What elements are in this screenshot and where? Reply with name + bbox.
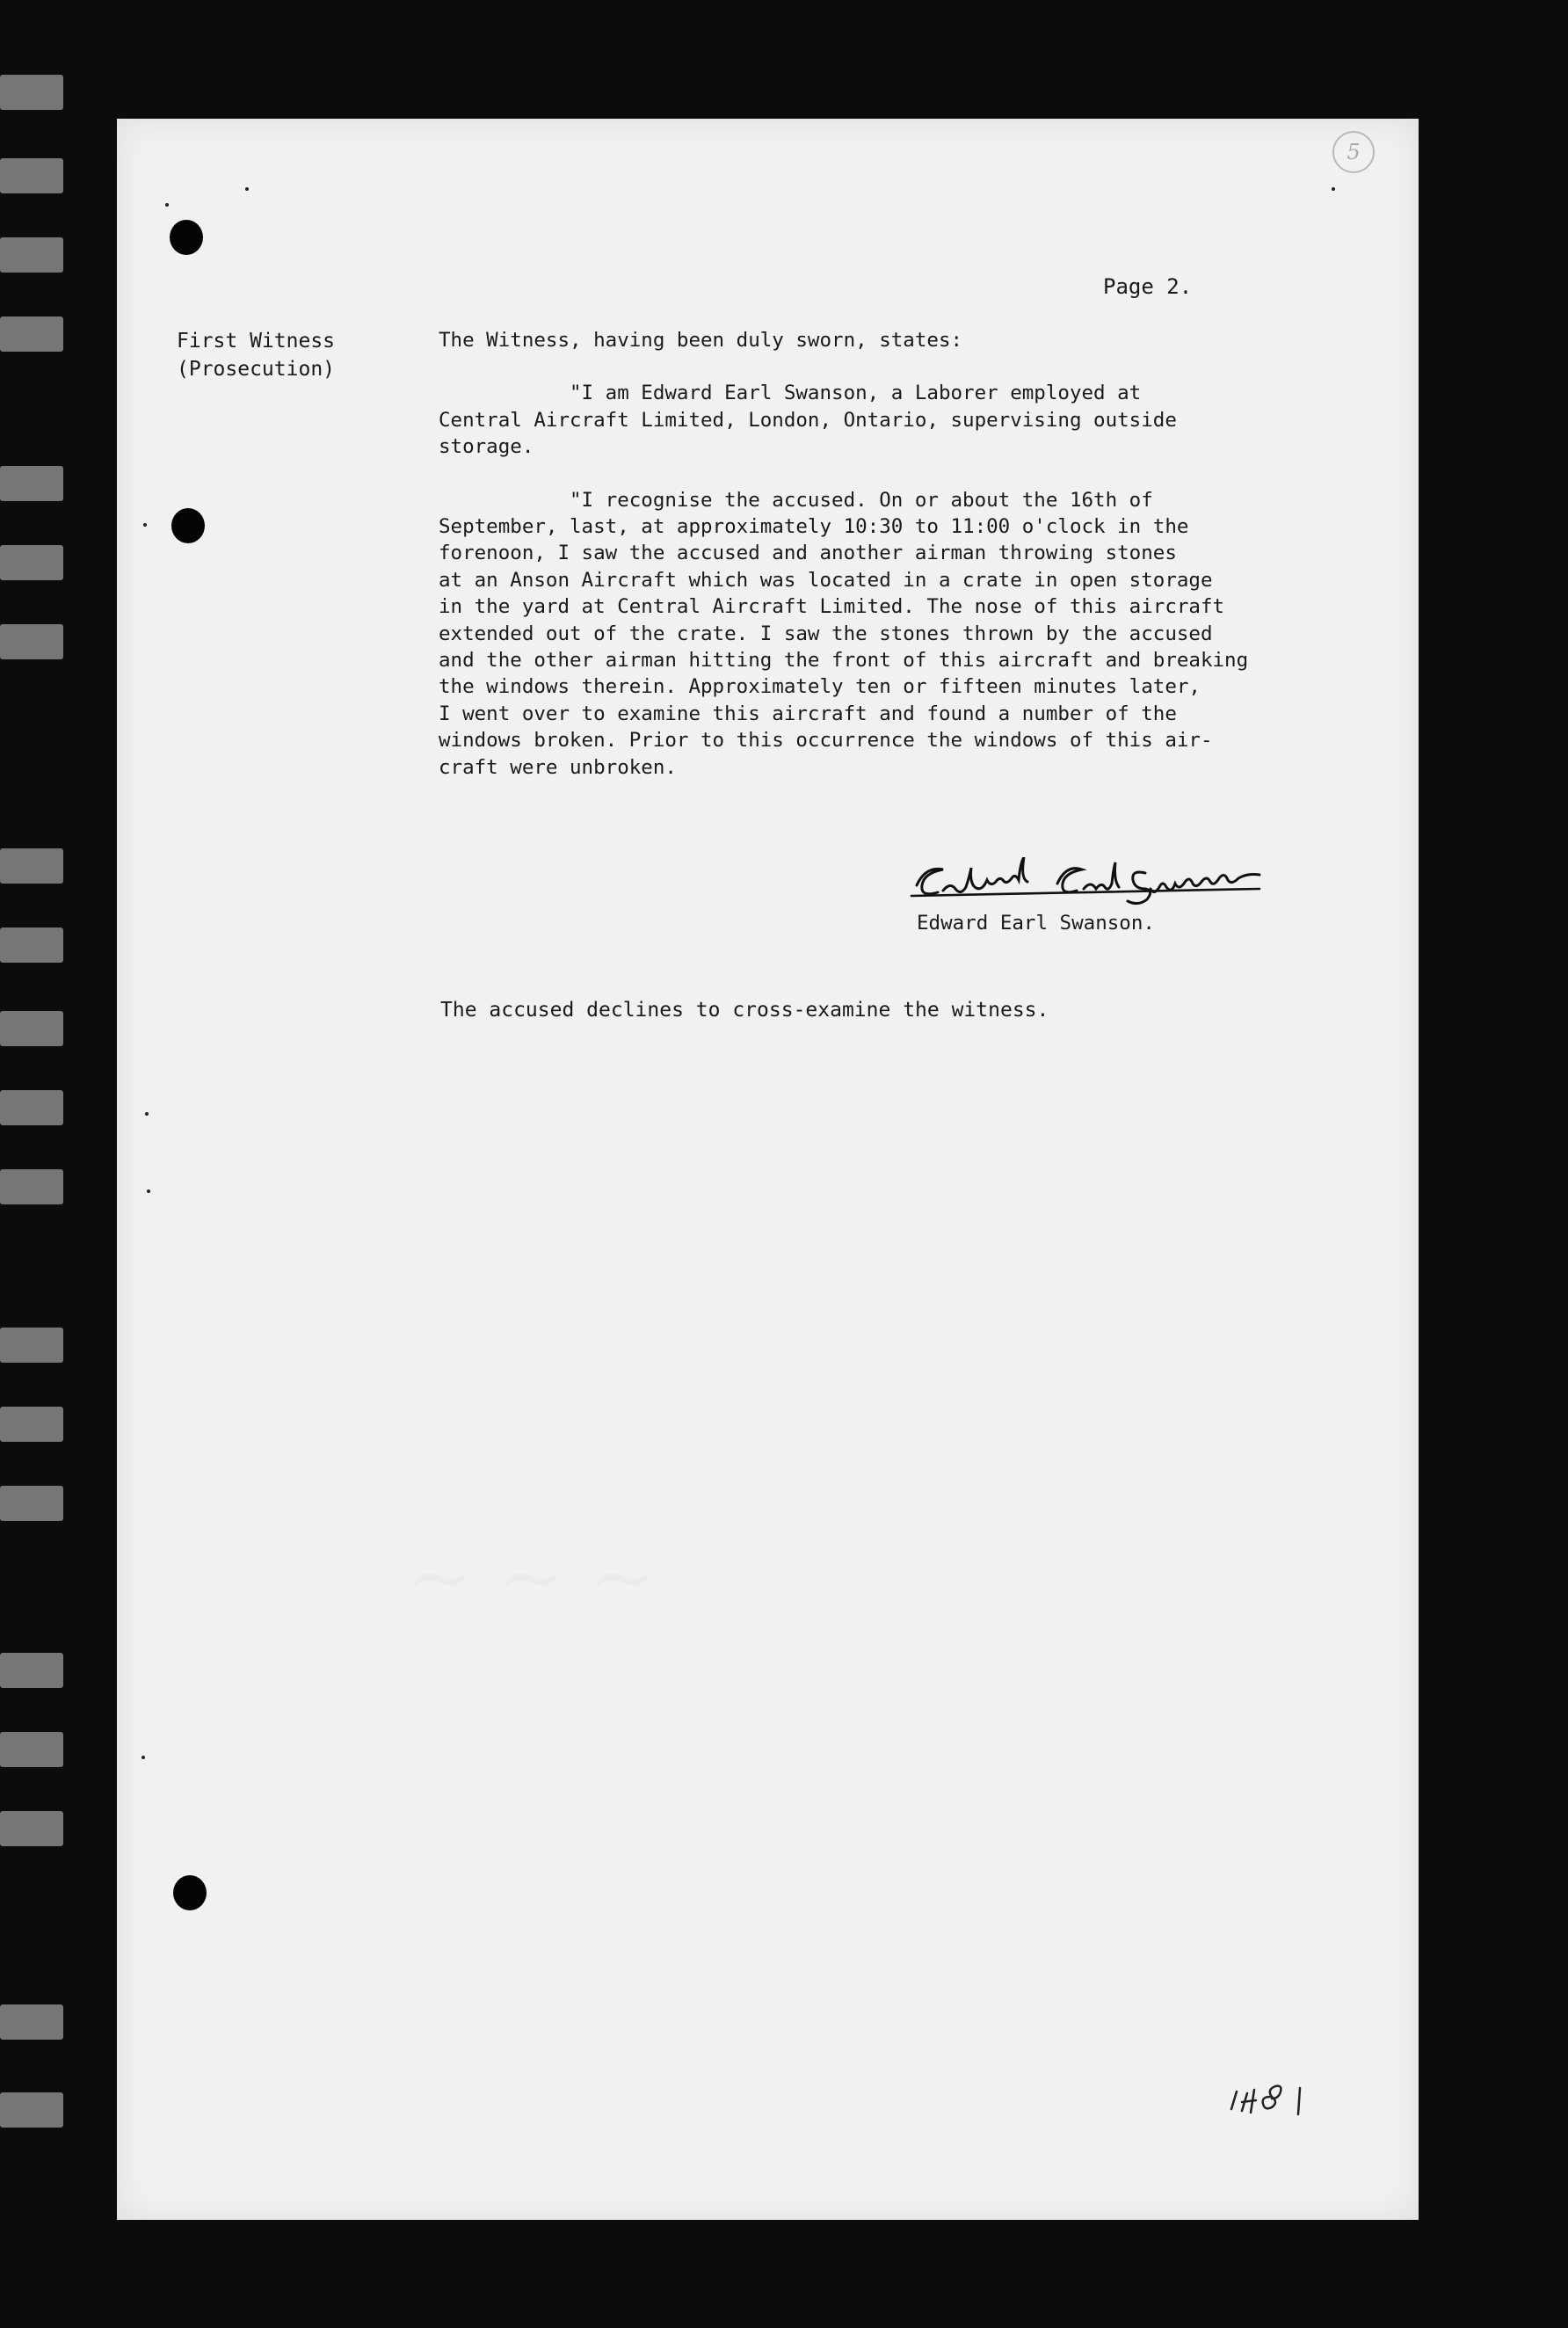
paragraph-line: "I am Edward Earl Swanson, a Laborer employed at	[439, 382, 1142, 405]
handwritten-number	[1224, 2070, 1321, 2127]
paragraph-line: forenoon, I saw the accused and another airman throwing stones	[439, 542, 1177, 565]
film-perforation	[0, 848, 63, 884]
film-perforation	[0, 1090, 63, 1125]
speck	[143, 523, 147, 527]
paragraph-line: the windows therein. Approximately ten or fifteen minutes later,	[439, 675, 1201, 699]
paragraph-line: storage.	[439, 435, 534, 459]
speck	[1332, 187, 1335, 191]
paragraph-line: September, last, at approximately 10:30 to 11:00 o'clock in the	[439, 515, 1189, 539]
film-perforation	[0, 1328, 63, 1363]
punch-hole	[170, 220, 203, 255]
film-perforation	[0, 2004, 63, 2040]
closing-statement: The accused declines to cross-examine the witness.	[440, 999, 1049, 1022]
speck	[147, 1189, 150, 1193]
film-perforation	[0, 1732, 63, 1767]
paragraph-line: extended out of the crate. I saw the stones thrown by the accused	[439, 622, 1213, 645]
film-perforation	[0, 928, 63, 963]
testimony-body	[439, 327, 1405, 781]
margin-note-line: (Prosecution)	[177, 358, 336, 381]
typed-signature-name: Edward Earl Swanson.	[917, 912, 1155, 935]
film-perforation	[0, 237, 63, 273]
signature-block	[882, 857, 1321, 963]
paragraph-line: "I recognise the accused. On or about the 16th of	[439, 488, 1153, 512]
film-perforation	[0, 316, 63, 352]
film-perforation	[0, 624, 63, 659]
paragraph-line: I went over to examine this aircraft and found a number of the	[439, 702, 1177, 725]
speck	[145, 1112, 149, 1116]
speck	[245, 187, 249, 191]
document-page	[117, 119, 1419, 2220]
margin-note-line: First Witness	[177, 330, 336, 353]
film-perforation	[0, 75, 63, 110]
film-perforation	[0, 158, 63, 193]
film-perforation	[0, 1653, 63, 1688]
intro-line: The Witness, having been duly sworn, states:	[439, 329, 963, 352]
film-perforation	[0, 2092, 63, 2128]
paragraph-line: and the other airman hitting the front of this aircraft and breaking	[439, 649, 1249, 673]
punch-hole	[173, 1875, 207, 1910]
film-perforation	[0, 1486, 63, 1521]
film-perforation	[0, 466, 63, 501]
bleed-through-marks	[407, 1525, 656, 1631]
film-perforation	[0, 1407, 63, 1442]
handwritten-signature	[882, 857, 1321, 919]
paragraph-line: in the yard at Central Aircraft Limited. The nose of this aircraft	[439, 595, 1225, 619]
page-corner-mark: 5	[1332, 131, 1375, 173]
paragraph-line: craft were unbroken.	[439, 755, 677, 779]
speck	[142, 1756, 145, 1759]
film-strip	[0, 0, 70, 2328]
speck	[165, 203, 169, 207]
paragraph-line: at an Anson Aircraft which was located in a crate in open storage	[439, 568, 1213, 592]
paragraph-line: Central Aircraft Limited, London, Ontario, supervising outside	[439, 408, 1177, 432]
film-perforation	[0, 1169, 63, 1204]
handwritten-number-drawing	[1224, 2070, 1321, 2123]
film-perforation	[0, 1011, 63, 1046]
punch-hole	[171, 508, 205, 543]
film-perforation	[0, 1811, 63, 1846]
film-perforation	[0, 545, 63, 580]
margin-note	[177, 327, 335, 383]
page-number: Page 2.	[1103, 274, 1193, 299]
paragraph-line: windows broken. Prior to this occurrence the windows of this air-	[439, 729, 1213, 753]
